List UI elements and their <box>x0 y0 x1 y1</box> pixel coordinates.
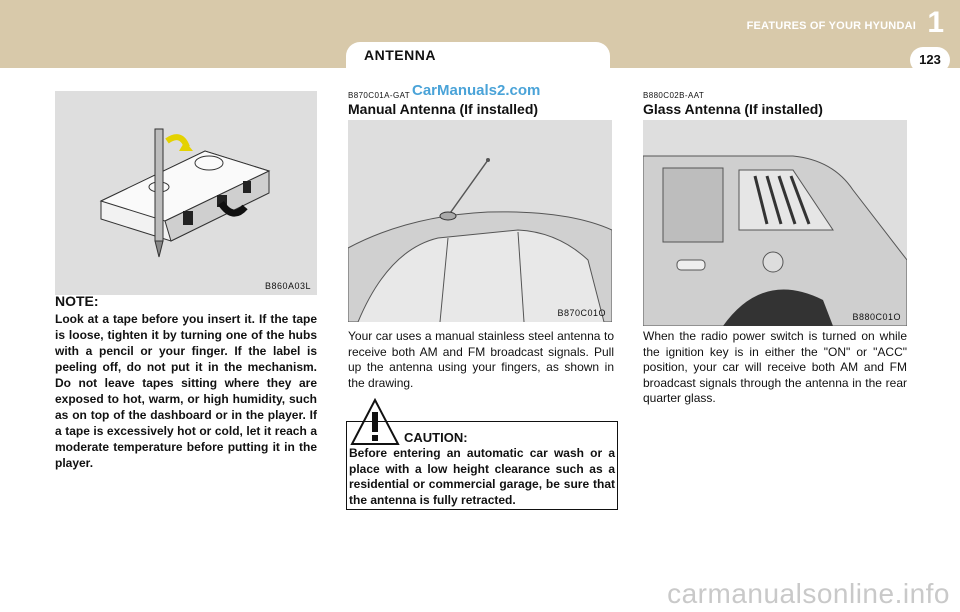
site-watermark: CarManuals2.com <box>412 82 541 99</box>
cassette-pencil-illustration <box>55 91 317 295</box>
manual-antenna-heading: Manual Antenna (If installed) <box>348 101 539 117</box>
roof-antenna-illustration <box>348 120 612 322</box>
glass-antenna-text: When the radio power switch is turned on while the ignition key is in either the "ON" or "ACC" position, your car will receive both AM and FM broadcast signals through the antenna in the rear quarter glass. <box>643 329 907 405</box>
note-text: Look at a tape before you insert it. If the tape is loose, tighten it by turning one of the hubs with a pencil or your finger. If the label is peeling off, do not put it in the mechanism. Do not leave tapes sitting where they are exposed to hot, warm, or high humidity, such as on top of the dashboard or in the player. If a tape is excessively hot or cold, let it reach a moderate temperature before putting it in the player. <box>55 312 317 470</box>
caution-title: CAUTION: <box>404 430 468 445</box>
figure-code: B860A03L <box>264 281 311 291</box>
page-number-badge <box>910 47 950 73</box>
note-title: NOTE: <box>55 293 99 309</box>
section-code: B870C01A-GAT <box>348 91 411 100</box>
rear-quarter-glass-illustration <box>643 120 907 326</box>
chapter-number: 1 <box>927 6 944 39</box>
page-number: 123 <box>919 52 941 67</box>
section-code: B880C02B-AAT <box>643 91 705 100</box>
chapter-title: FEATURES OF YOUR HYUNDAI <box>746 20 916 32</box>
glass-antenna-figure <box>643 120 907 326</box>
manual-antenna-text: Your car uses a manual stainless steel antenna to receive both AM and FM broadcast signals. Pull up the antenna using your fingers, as shown in the drawing. <box>348 329 614 390</box>
caution-text: Before entering an automatic car wash or a place with a low height clearance such as a residential or commercial garage, be sure that the antenna is fully retracted. <box>349 446 615 507</box>
manual-antenna-figure <box>348 120 612 322</box>
figure-code: B870C01O <box>557 308 606 318</box>
footer-watermark: carmanualsonline.info <box>667 578 950 609</box>
section-tab <box>346 42 610 70</box>
section-title: ANTENNA <box>364 47 436 63</box>
figure-code: B880C01O <box>852 312 901 322</box>
cassette-figure <box>55 91 317 295</box>
glass-antenna-heading: Glass Antenna (If installed) <box>643 101 823 117</box>
